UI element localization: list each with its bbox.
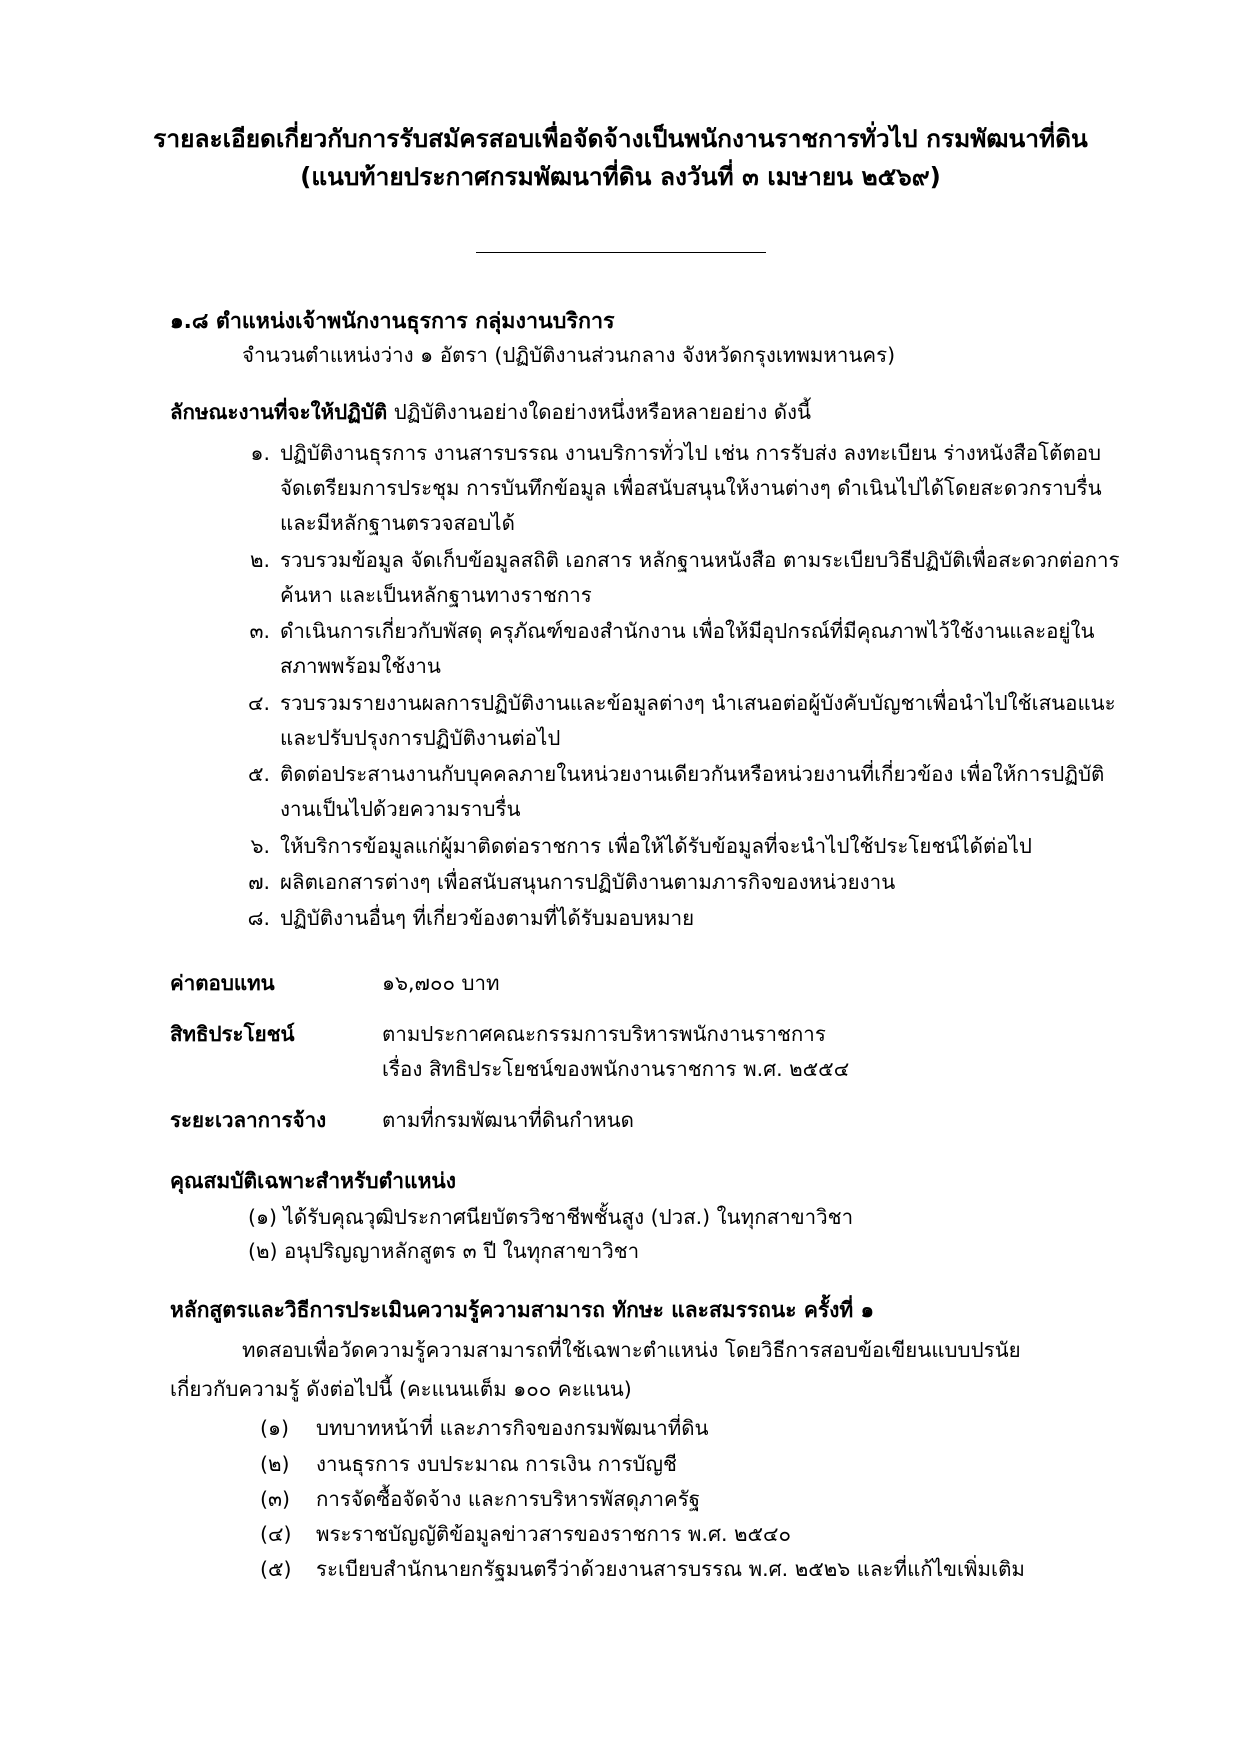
list-marker: ๗.: [248, 869, 270, 894]
exam-paragraph-2: เกี่ยวกับความรู้ ดังต่อไปนี้ (คะแนนเต็ม ๑๐๐ คะแนน): [170, 1377, 632, 1402]
vacancy-line: จำนวนตำแหน่งว่าง ๑ อัตรา (ปฏิบัติงานส่วนกลาง จังหวัดกรุงเทพมหานคร): [242, 343, 896, 368]
duties-label: ลักษณะงานที่จะให้ปฏิบัติ: [170, 400, 388, 425]
info-value-line-1: ตามประกาศคณะกรรมการบริหารพนักงานราชการ: [382, 1022, 826, 1047]
info-table: [170, 966, 849, 1153]
document-title: [110, 120, 1131, 196]
list-marker: ๑.: [250, 440, 270, 465]
duties-list: [110, 436, 1131, 937]
list-text: ผลิตเอกสารต่างๆ เพื่อสนับสนุนการปฏิบัติงานตามภารกิจของหน่วยงาน: [280, 869, 896, 894]
list-marker: ๔.: [247, 690, 270, 715]
list-text: รวบรวมรายงานผลการปฏิบัติงานและข้อมูลต่างๆ นำเสนอต่อผู้บังคับบัญชาเพื่อนำไปใช้เสนอแนะ และปรับปรุงการปฏิบัติงานต่อไป: [280, 690, 1116, 750]
list-marker: ๘.: [247, 906, 270, 931]
title-line-1: รายละเอียดเกี่ยวกับการรับสมัครสอบเพื่อจัดจ้างเป็นพนักงานราชการทั่วไป กรมพัฒนาที่ดิน: [153, 124, 1088, 153]
list-item: [238, 614, 1131, 685]
list-marker: (๓): [260, 1486, 291, 1511]
table-row: [170, 1017, 849, 1103]
info-value: [382, 1103, 849, 1154]
list-item: [238, 757, 1131, 828]
info-label: ค่าตอบแทน: [170, 971, 275, 996]
list-item: [260, 1447, 1131, 1482]
list-item: [260, 1517, 1131, 1552]
list-marker: (๑): [260, 1416, 290, 1441]
list-text: พระราชบัญญัติข้อมูลข่าวสารของราชการ พ.ศ. ๒๕๔๐: [316, 1522, 792, 1547]
list-text: ให้บริการข้อมูลแก่ผู้มาติดต่อราชการ เพื่อให้ได้รับข้อมูลที่จะนำไปใช้ประโยชน์ได้ต่อไป: [280, 833, 1032, 858]
duties-intro-text: ปฏิบัติงานอย่างใดอย่างหนึ่งหรือหลายอย่าง ดังนี้: [387, 400, 812, 425]
list-text: ปฏิบัติงานอื่นๆ ที่เกี่ยวข้องตามที่ได้รับมอบหมาย: [280, 906, 695, 931]
info-value-line-2: เรื่อง สิทธิประโยชน์ของพนักงานราชการ พ.ศ. ๒๕๕๔: [382, 1057, 850, 1082]
list-marker: ๖.: [250, 833, 270, 858]
exam-heading: หลักสูตรและวิธีการประเมินความรู้ความสามารถ ทักษะ และสมรรถนะ ครั้งที่ ๑: [170, 1298, 874, 1323]
list-marker: (๒): [260, 1451, 290, 1476]
list-item: [238, 829, 1131, 864]
list-item: [260, 1411, 1131, 1446]
info-value-line-1: ๑๖,๗๐๐ บาท: [382, 971, 500, 996]
list-marker: ๕.: [247, 762, 270, 787]
list-text: บทบาทหน้าที่ และภารกิจของกรมพัฒนาที่ดิน: [316, 1416, 709, 1441]
info-label: ระยะเวลาการจ้าง: [170, 1108, 327, 1133]
exam-paragraph-1: ทดสอบเพื่อวัดความรู้ความสามารถที่ใช้เฉพาะตำแหน่ง โดยวิธีการสอบข้อเขียนแบบปรนัย: [242, 1337, 1021, 1362]
table-row: [170, 1103, 849, 1154]
list-item: [260, 1552, 1131, 1587]
list-marker: (๔): [260, 1522, 292, 1547]
list-marker: ๓.: [249, 619, 270, 644]
list-text: ปฏิบัติงานธุรการ งานสารบรรณ งานบริการทั่วไป เช่น การรับส่ง ลงทะเบียน ร่างหนังสือโต้ตอบ จัดเตรียมการประชุม การบันทึกข้อมูล เพื่อสนับสนุนให้งานต่างๆ ดำเนินไปได้โดยสะดวกราบรื่น และมีหลักฐานตรวจสอบได้: [280, 440, 1102, 536]
exam-topic-list: [110, 1411, 1131, 1587]
info-label: สิทธิประโยชน์: [170, 1022, 295, 1047]
info-value: [382, 1017, 849, 1103]
info-value: [382, 966, 849, 1017]
info-value-line-1: ตามที่กรมพัฒนาที่ดินกำหนด: [382, 1108, 634, 1133]
list-item: [260, 1482, 1131, 1517]
list-marker: (๕): [260, 1557, 292, 1582]
list-item: [238, 543, 1131, 614]
list-item: [238, 901, 1131, 936]
qualification-item-1: (๑) ได้รับคุณวุฒิประกาศนียบัตรวิชาชีพชั้นสูง (ปวส.) ในทุกสาขาวิชา: [248, 1204, 854, 1229]
horizontal-rule: [476, 252, 766, 253]
list-item: [238, 865, 1131, 900]
duties-intro: [170, 395, 1131, 430]
list-text: ติดต่อประสานงานกับบุคคลภายในหน่วยงานเดียวกันหรือหน่วยงานที่เกี่ยวข้อง เพื่อให้การปฏิบัติงานเป็นไปด้วยความราบรื่น: [280, 762, 1105, 822]
list-text: รวบรวมข้อมูล จัดเก็บข้อมูลสถิติ เอกสาร หลักฐานหนังสือ ตามระเบียบวิธีปฏิบัติเพื่อสะดวกต่อการค้นหา และเป็นหลักฐานทางราชการ: [280, 547, 1120, 607]
list-text: ระเบียบสำนักนายกรัฐมนตรีว่าด้วยงานสารบรรณ พ.ศ. ๒๕๒๖ และที่แก้ไขเพิ่มเติม: [316, 1557, 1025, 1582]
qualification-item-2: (๒) อนุปริญญาหลักสูตร ๓ ปี ในทุกสาขาวิชา: [248, 1239, 640, 1264]
list-text: ดำเนินการเกี่ยวกับพัสดุ ครุภัณฑ์ของสำนักงาน เพื่อให้มีอุปกรณ์ที่มีคุณภาพไว้ใช้งานและอยู่ในสภาพพร้อมใช้งาน: [280, 619, 1095, 679]
list-text: งานธุรการ งบประมาณ การเงิน การบัญชี: [316, 1451, 677, 1476]
list-marker: ๒.: [249, 547, 270, 572]
list-item: [238, 436, 1131, 542]
title-divider: [110, 238, 1131, 257]
list-text: การจัดซื้อจัดจ้าง และการบริหารพัสดุภาครัฐ: [316, 1486, 701, 1511]
section-heading: ๑.๘ ตำแหน่งเจ้าพนักงานธุรการ กลุ่มงานบริการ: [170, 308, 615, 334]
title-line-2: (แนบท้ายประกาศกรมพัฒนาที่ดิน ลงวันที่ ๓ เมษายน ๒๕๖๙): [300, 161, 941, 191]
list-item: [238, 686, 1131, 757]
qualification-heading: คุณสมบัติเฉพาะสำหรับตำแหน่ง: [170, 1168, 457, 1193]
table-row: [170, 966, 849, 1017]
